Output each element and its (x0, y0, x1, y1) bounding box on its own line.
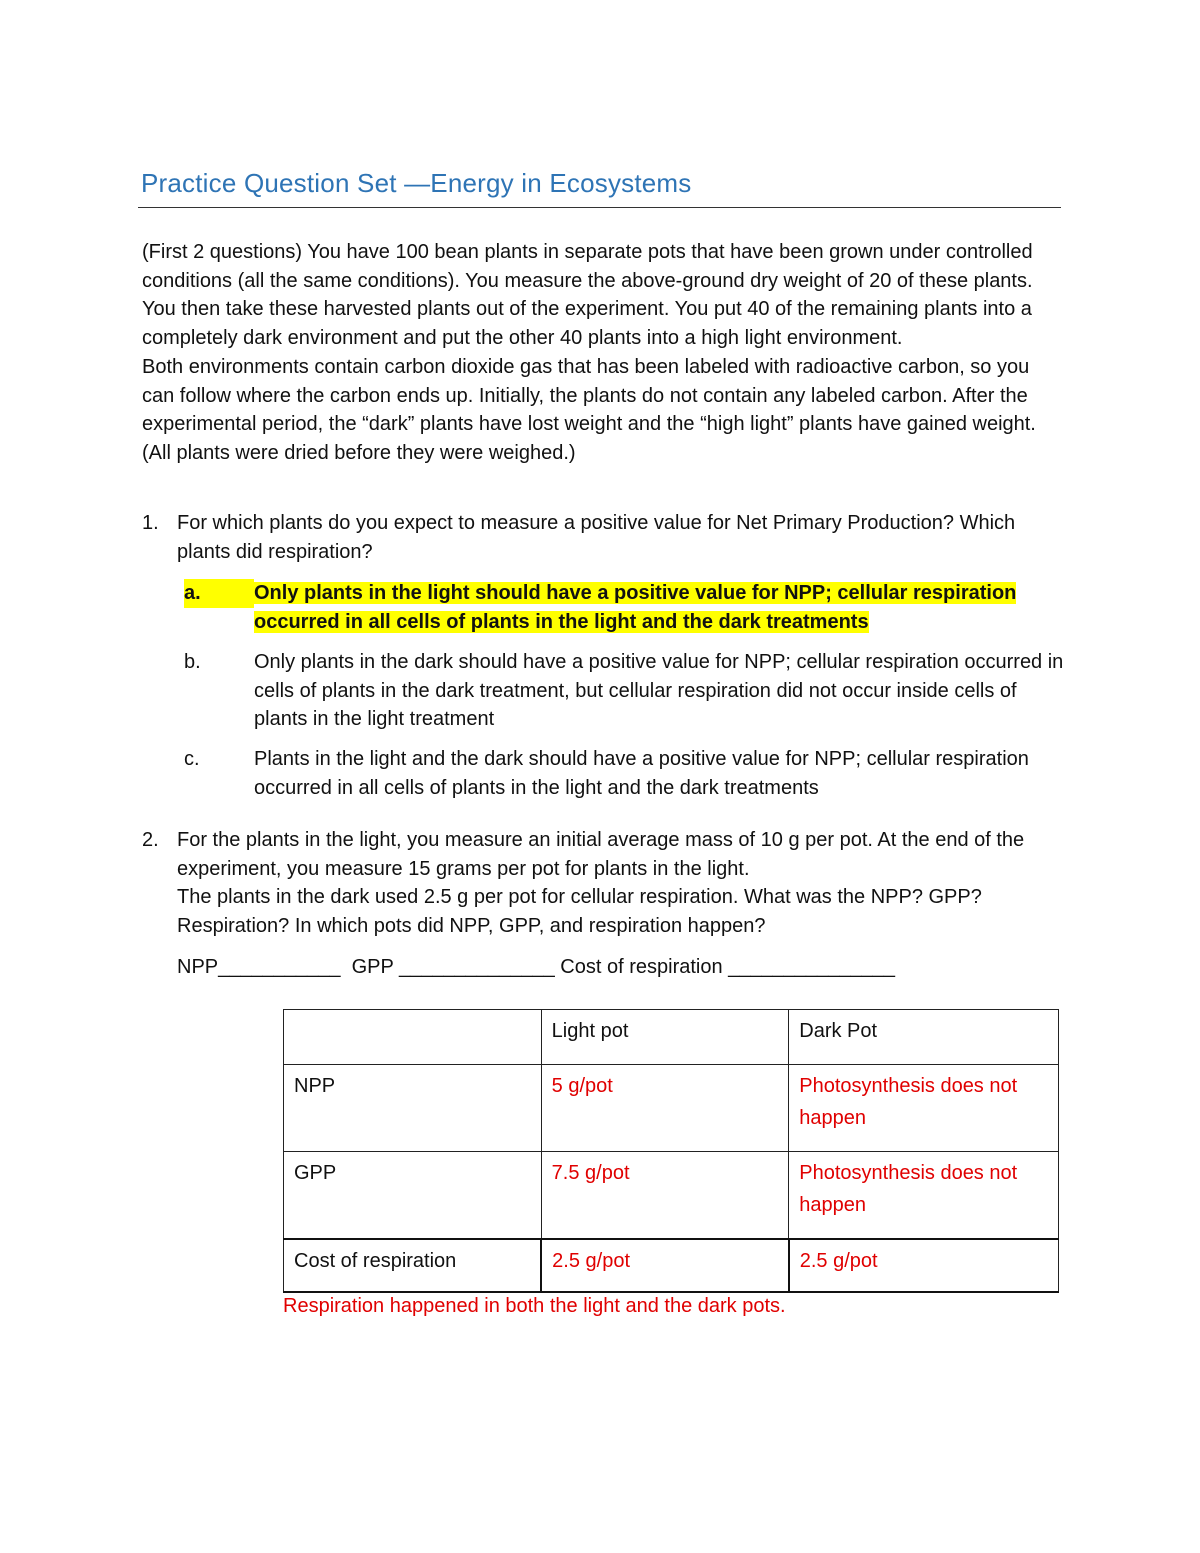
question-2 (142, 826, 1067, 941)
row-label: GPP (284, 1152, 542, 1240)
option-a-text: Only plants in the light should have a positive value for NPP; cellular respiration occurred in all cells of plants in the light and the dark treatments (254, 582, 1017, 633)
option-c (184, 745, 1064, 802)
question-2-text-2: The plants in the dark used 2.5 g per pot for cellular respiration. What was the NPP? GPP? Respiration? In which pots did NPP, GPP, and respiration happen? (177, 886, 982, 938)
title-divider (138, 207, 1061, 208)
page-title: Practice Question Set —Energy in Ecosystems (141, 168, 692, 198)
table-header-cell (284, 1010, 542, 1065)
intro-paragraph-2: Both environments contain carbon dioxide gas that has been labeled with radioactive carbon, so you can follow where the carbon ends up. Initially, the plants do not contain any labeled carbon. After the experimental period, the “dark” plants have lost weight and the “high light” plants have gained weight. (All plants were dried before they were weighed.) (142, 355, 1036, 464)
light-pot-value: 2.5 g/pot (541, 1239, 789, 1292)
answer-blanks: NPP___________ GPP ______________ Cost of respiration _______________ (177, 956, 895, 978)
table-header-cell: Light pot (541, 1010, 789, 1065)
question-2-text-1: For the plants in the light, you measure an initial average mass of 10 g per pot. At the end of the experiment, you measure 15 grams per pot for plants in the light. (177, 829, 1025, 880)
results-table (283, 1009, 1059, 1293)
intro-text (142, 238, 1067, 468)
row-label: NPP (284, 1065, 542, 1152)
row-label: Cost of respiration (284, 1239, 542, 1292)
question-1 (142, 509, 1067, 566)
option-a-letter: a. (184, 579, 254, 608)
light-pot-value: 7.5 g/pot (541, 1152, 789, 1240)
dark-pot-value: Photosynthesis does not happen (789, 1065, 1059, 1152)
dark-pot-value: Photosynthesis does not happen (789, 1152, 1059, 1240)
table-row (284, 1065, 1059, 1152)
light-pot-value: 5 g/pot (541, 1065, 789, 1152)
table-header-cell: Dark Pot (789, 1010, 1059, 1065)
question-1-number: 1. (142, 512, 159, 534)
option-b (184, 648, 1064, 734)
dark-pot-value: 2.5 g/pot (789, 1239, 1059, 1292)
question-1-text: For which plants do you expect to measure a positive value for Net Primary Production? Which plants did respiration? (177, 512, 1016, 563)
option-b-text: Only plants in the dark should have a positive value for NPP; cellular respiration occurred in cells of plants in the dark treatment, but cellular respiration did not occur inside cells of plants in the light treatment (254, 651, 1064, 731)
option-a (184, 579, 1064, 636)
table-header-row (284, 1010, 1059, 1065)
question-2-number: 2. (142, 829, 159, 851)
option-c-letter: c. (184, 748, 200, 770)
intro-paragraph-1: (First 2 questions) You have 100 bean plants in separate pots that have been grown under controlled conditions (all the same conditions). You measure the above-ground dry weight of 20 of these plants. You then take these harvested plants out of the experiment. You put 40 of the remaining plants into a completely dark environment and put the other 40 plants into a high light environment. (142, 241, 1033, 350)
answer-note: Respiration happened in both the light and the dark pots. (283, 1295, 786, 1317)
table-row (284, 1239, 1059, 1292)
option-b-letter: b. (184, 651, 201, 673)
option-c-text: Plants in the light and the dark should have a positive value for NPP; cellular respiration occurred in all cells of plants in the light and the dark treatments (254, 748, 1029, 799)
table-row (284, 1152, 1059, 1240)
